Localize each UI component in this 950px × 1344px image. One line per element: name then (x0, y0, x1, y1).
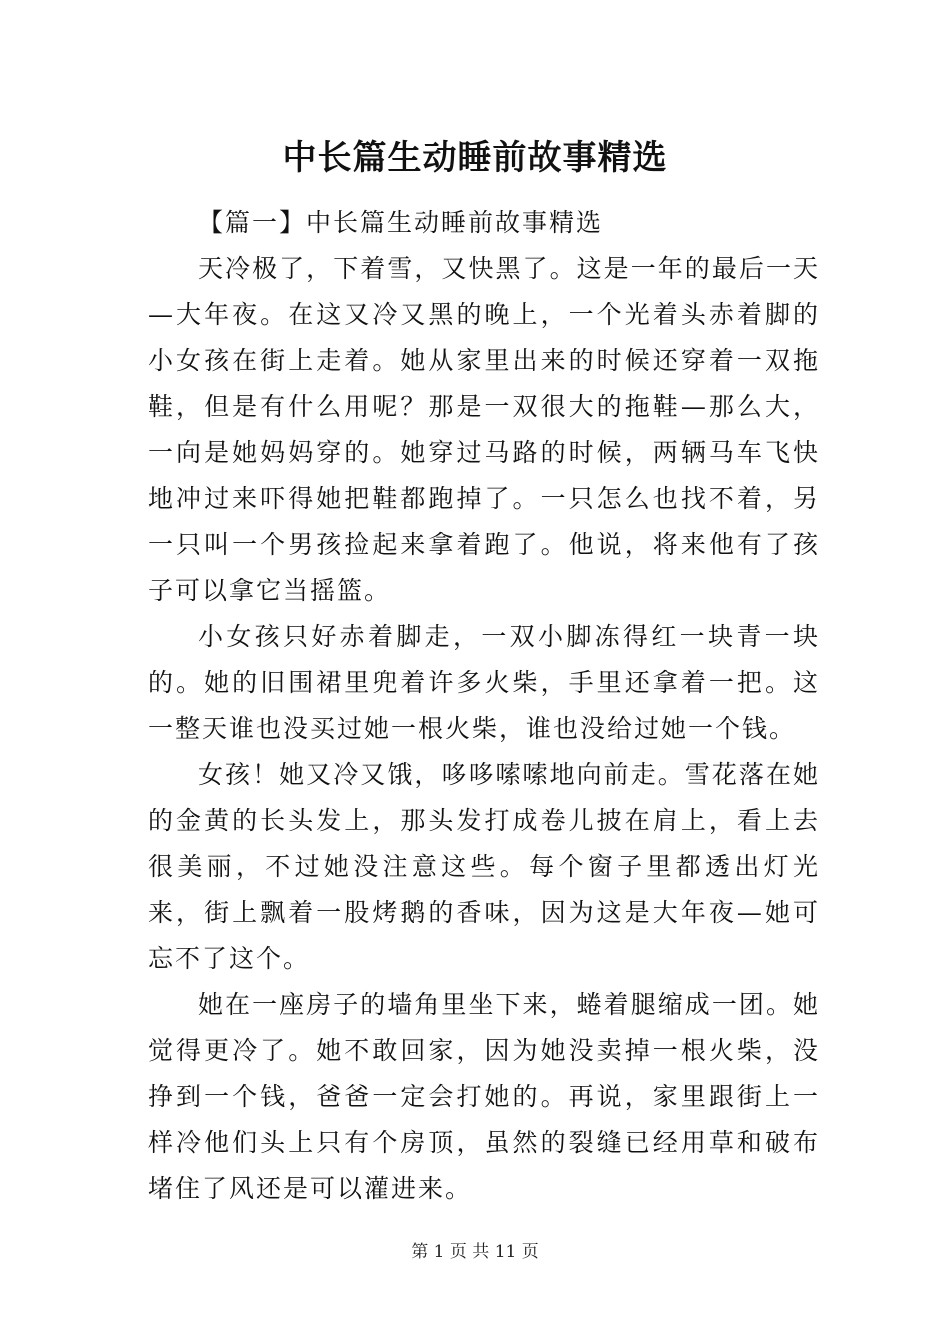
page-number-footer: 第 1 页 共 11 页 (411, 1242, 539, 1262)
paragraph-2: 小女孩只好赤着脚走，一双小脚冻得红一块青一块的。她的旧围裙里兜着许多火柴，手里还拿着一把。这一整天谁也没买过她一根火柴，谁也没给过她一个钱。 (148, 622, 820, 743)
paragraph-1: 天冷极了，下着雪，又快黑了。这是一年的最后一天—大年夜。在这又冷又黑的晚上，一个光着头赤着脚的小女孩在街上走着。她从家里出来的时候还穿着一双拖鞋，但是有什么用呢？那是一双很大的拖鞋—那么大，一向是她妈妈穿的。她穿过马路的时候，两辆马车飞快地冲过来吓得她把鞋都跑掉了。一只怎么也找不着，另一只叫一个男孩捡起来拿着跑了。他说，将来他有了孩子可以拿它当摇篮。 (148, 254, 820, 605)
section-heading: 【篇一】中长篇生动睡前故事精选 (198, 208, 604, 237)
document-body (148, 200, 820, 1212)
paragraph-3: 女孩！她又冷又饿，哆哆嗦嗦地向前走。雪花落在她的金黄的长头发上，那头发打成卷儿披在肩上，看上去很美丽，不过她没注意这些。每个窗子里都透出灯光来，街上飘着一股烤鹅的香味，因为这是大年夜—她可忘不了这个。 (148, 760, 820, 973)
paragraph-4: 她在一座房子的墙角里坐下来，蜷着腿缩成一团。她觉得更冷了。她不敢回家，因为她没卖掉一根火柴，没挣到一个钱，爸爸一定会打她的。再说，家里跟街上一样冷他们头上只有个房顶，虽然的裂缝已经用草和破布堵住了风还是可以灌进来。 (148, 990, 820, 1203)
document-title: 中长篇生动睡前故事精选 (282, 138, 668, 178)
